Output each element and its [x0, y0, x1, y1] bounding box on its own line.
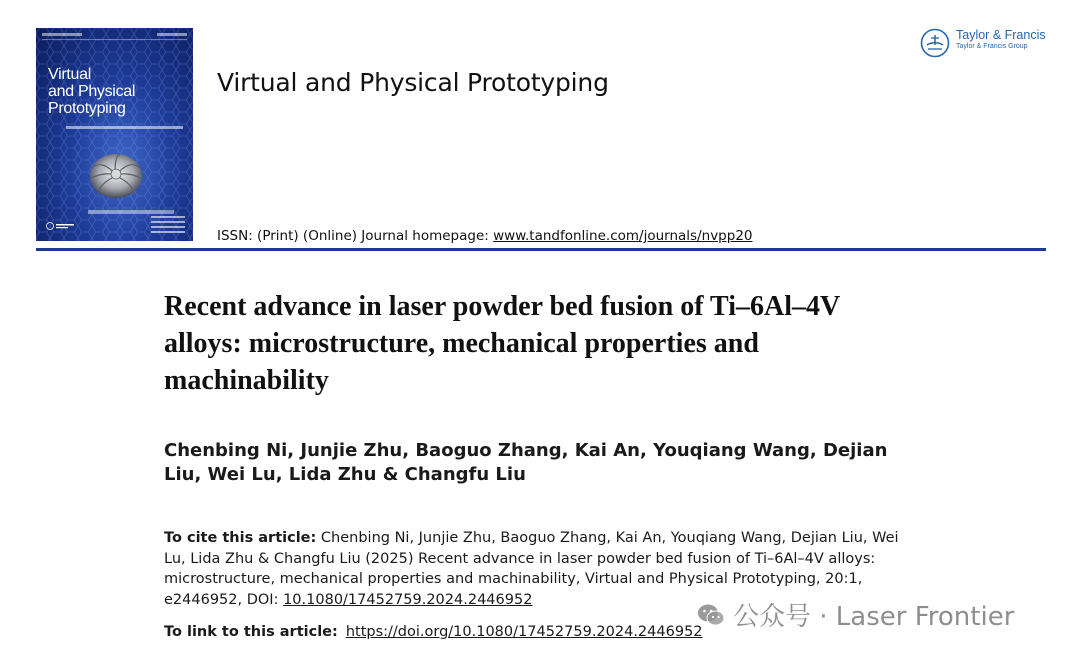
journal-name: Virtual and Physical Prototyping — [217, 68, 609, 97]
journal-homepage-link[interactable]: www.tandfonline.com/journals/nvpp20 — [493, 228, 753, 244]
publisher-group: Taylor & Francis Group — [956, 43, 1028, 50]
header-divider — [36, 248, 1046, 251]
citation-doi-link[interactable]: 10.1080/17452759.2024.2446952 — [283, 591, 533, 608]
article-doi-link[interactable]: https://doi.org/10.1080/17452759.2024.2446952 — [345, 624, 703, 640]
cover-title: Virtual and Physical Prototyping — [48, 66, 136, 117]
citation-text: Chenbing Ni, Junjie Zhu, Baoguo Zhang, Kai An, Youqiang Wang, Dejian Liu, Wei Lu, Lida Zhu & Changfu Liu (2025) Recent advance in laser powder bed fusion of Ti–6Al–4V alloys: microstructure, mechanical properties and machinability, Virtual and Physical Prototyping, 20:1, e2446952, DOI: — [164, 530, 899, 608]
article-title: Recent advance in laser powder bed fusion of Ti–6Al–4V alloys: microstructure, mechanical properties and machinability — [164, 291, 840, 396]
citation-label: To cite this article: — [164, 530, 317, 546]
cover-editor-block — [151, 213, 185, 233]
watermark — [697, 596, 1014, 633]
issn-label: ISSN: (Print) (Online) Journal homepage: — [217, 228, 494, 244]
article-link-line — [164, 624, 703, 640]
wechat-icon — [697, 603, 725, 627]
cover-issue-line — [42, 33, 187, 40]
journal-cover — [36, 28, 193, 241]
link-label: To link to this article: — [164, 624, 338, 640]
cover-subtitle-line — [66, 126, 183, 129]
impeller-image — [88, 146, 144, 202]
publisher-name: Taylor & Francis — [956, 28, 1046, 42]
publisher-text — [956, 28, 1046, 51]
article-authors: Chenbing Ni, Junjie Zhu, Baoguo Zhang, Kai An, Youqiang Wang, Dejian Liu, Wei Lu, Lida Zhu & Changfu Liu — [164, 440, 888, 485]
taylor-francis-icon — [920, 28, 950, 58]
issn-line — [217, 228, 753, 244]
watermark-text: 公众号 · Laser Frontier — [733, 602, 1015, 632]
publisher-logo[interactable] — [920, 28, 1046, 58]
publisher-logo-small — [46, 221, 76, 231]
